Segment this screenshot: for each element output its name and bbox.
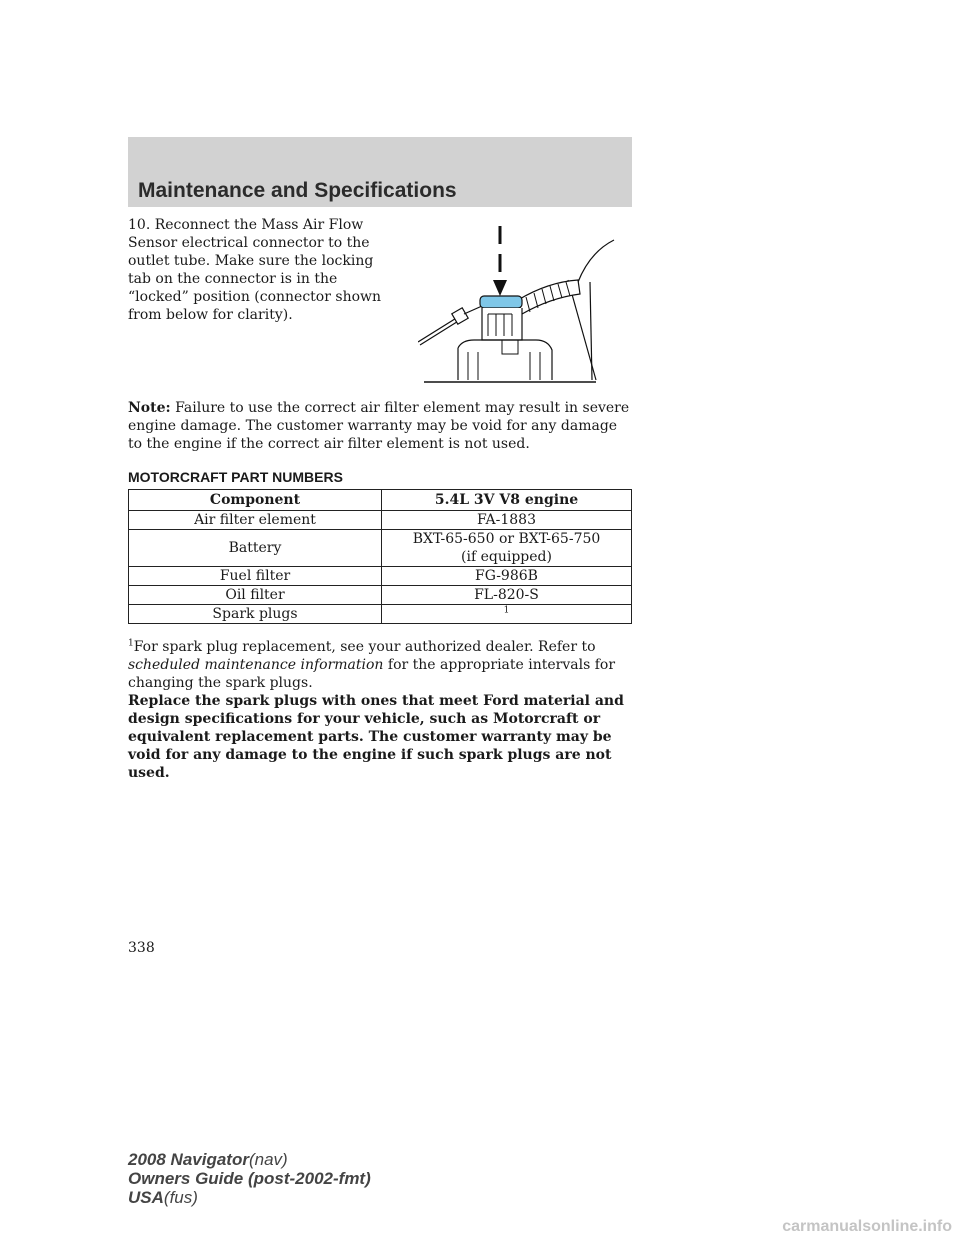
part-number-cell: FA-1883 (382, 511, 632, 530)
footnote-number: 1 (128, 638, 134, 649)
footnote (128, 638, 632, 692)
component-cell: Air filter element (129, 511, 382, 530)
part-number-cell (382, 530, 632, 567)
section-heading: MOTORCRAFT PART NUMBERS (128, 469, 343, 485)
document-footer (128, 1150, 371, 1207)
part-number-line: (if equipped) (461, 549, 552, 565)
part-number-cell: FG-986B (382, 567, 632, 586)
component-cell: Oil filter (129, 586, 382, 605)
table-row (129, 530, 632, 567)
footer-line-1 (128, 1150, 371, 1169)
table-header-engine: 5.4L 3V V8 engine (382, 490, 632, 511)
footnote-text-after: for the appropriate intervals for changing the spark plugs. (128, 657, 616, 691)
component-cell: Spark plugs (129, 605, 382, 624)
note-paragraph (128, 399, 632, 453)
table-row (129, 586, 632, 605)
parts-table (128, 489, 632, 624)
footer-market: USA (128, 1188, 164, 1207)
footer-line-3 (128, 1188, 371, 1207)
footnote-italic-reference: scheduled maintenance information (128, 657, 384, 673)
table-row (129, 567, 632, 586)
footer-model: 2008 Navigator (128, 1150, 249, 1169)
spark-plug-warning: Replace the spark plugs with ones that meet Ford material and design specifications for your vehicle, such as Motorcraft or equivalent replacement parts. The customer warranty may be void for any damage to the engine if such spark plugs are not used. (128, 693, 624, 781)
note-label: Note: (128, 400, 171, 416)
section-header-band (128, 137, 632, 207)
watermark-text: carmanualsonline.info (782, 1218, 952, 1235)
note-text: Failure to use the correct air filter element may result in severe engine damage. The customer warranty may be void for any damage to the engine if the correct air filter element is not used. (128, 400, 630, 452)
table-row (129, 511, 632, 530)
table-row (129, 605, 632, 624)
part-number-cell: FL-820-S (382, 586, 632, 605)
footer-market-code: (fus) (163, 1188, 198, 1207)
footnote-text-before: For spark plug replacement, see your authorized dealer. Refer to (133, 639, 596, 655)
part-number-cell (382, 605, 632, 624)
table-header-component: Component (129, 490, 382, 511)
page-number: 338 (128, 940, 155, 956)
footer-line-2 (128, 1169, 371, 1188)
component-cell: Fuel filter (129, 567, 382, 586)
part-number-line: BXT-65-650 or BXT-65-750 (412, 531, 601, 547)
footer-model-code: (nav) (248, 1150, 288, 1169)
footnote-mark: 1 (503, 605, 510, 616)
footer-guide: Owners Guide (post-2002-fmt) (128, 1169, 371, 1188)
section-title: Maintenance and Specifications (138, 179, 457, 202)
maf-connector-illustration (418, 222, 632, 388)
component-cell: Battery (129, 530, 382, 567)
step-10-text: 10. Reconnect the Mass Air Flow Sensor electrical connector to the outlet tube. Make sure the locking tab on the connector is in the “locked” position (connector shown from below for clarity). (128, 217, 382, 323)
table-header-row (129, 490, 632, 511)
